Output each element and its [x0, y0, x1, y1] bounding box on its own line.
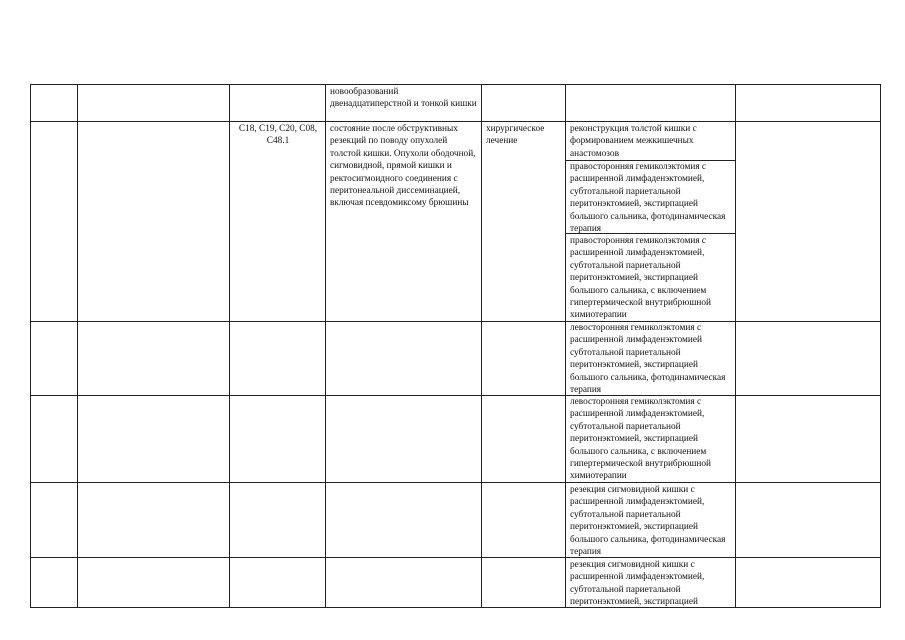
treatment-method-cell: резекция сигмовидной кишки с расширенной лимфаденэктомией, субтотальной париетальной перитонэктомией, экстирпацией: [570, 560, 705, 608]
column-divider: [325, 84, 326, 608]
treatment-method-cell: правосторонняя гемиколэктомия с расширенной лимфаденэктомией, субтотальной париетальной перитонэктомией, экстирпацией большого сальника, с включением гипертермической внутрибрюшной химиотерапии: [570, 236, 712, 321]
column-divider: [565, 84, 566, 608]
column-divider: [229, 84, 230, 608]
table-border-right: [880, 84, 881, 608]
column-divider: [77, 84, 78, 608]
column-divider: [481, 84, 482, 608]
row-divider: [30, 84, 880, 85]
treatment-method-cell: резекция сигмовидной кишки с расширенной лимфаденэктомией, субтотальной париетальной перитонэктомией, экстирпацией большого сальника, фотодинамическая терапия: [570, 485, 726, 558]
table-border-left: [30, 84, 31, 608]
row-divider: [30, 321, 880, 322]
treatment-method-cell: левосторонняя гемиколэктомия с расширенной лимфаденэктомией, субтотальной париетальной перитонэктомией, экстирпацией большого сальника, с включением гипертермической внутрибрюшной химиотерапии: [570, 397, 712, 482]
row-divider: [30, 607, 880, 608]
row-divider: [30, 121, 880, 122]
treatment-method-cell: правосторонняя гемиколэктомия с расширенной лимфаденэктомией, субтотальной париетальной перитонэктомией, экстирпацией большого сальника, фотодинамическая терапия: [570, 162, 726, 235]
row-divider: [30, 395, 880, 396]
column-divider: [735, 84, 736, 608]
treatment-type-cell: хирургическое лечение: [486, 124, 545, 147]
diagnosis-cell: состояние после обструктивных резекций по поводу опухолей толстой кишки. Опухоли ободочной, сигмовидной, прямой кишки и ректосигмоидного соединения с перитонеальной диссеминацией, включая псевдомиксому брюшины: [330, 124, 476, 209]
row-divider: [30, 482, 880, 483]
row-divider: [30, 557, 880, 558]
icd-codes-cell: C18, C19, C20, C08, C48.1: [238, 124, 318, 147]
diagnosis-cell: новообразований двенадцатиперстной и тонкой кишки: [330, 87, 477, 110]
treatment-method-cell: левосторонняя гемиколэктомия с расширенной лимфаденэктомией субтотальной париетальной перитонэктомией, экстирпацией большого сальника, фотодинамическая терапия: [570, 323, 726, 396]
treatment-method-cell: реконструкция толстой кишки с формированием межкишечных анастомозов: [570, 124, 697, 159]
